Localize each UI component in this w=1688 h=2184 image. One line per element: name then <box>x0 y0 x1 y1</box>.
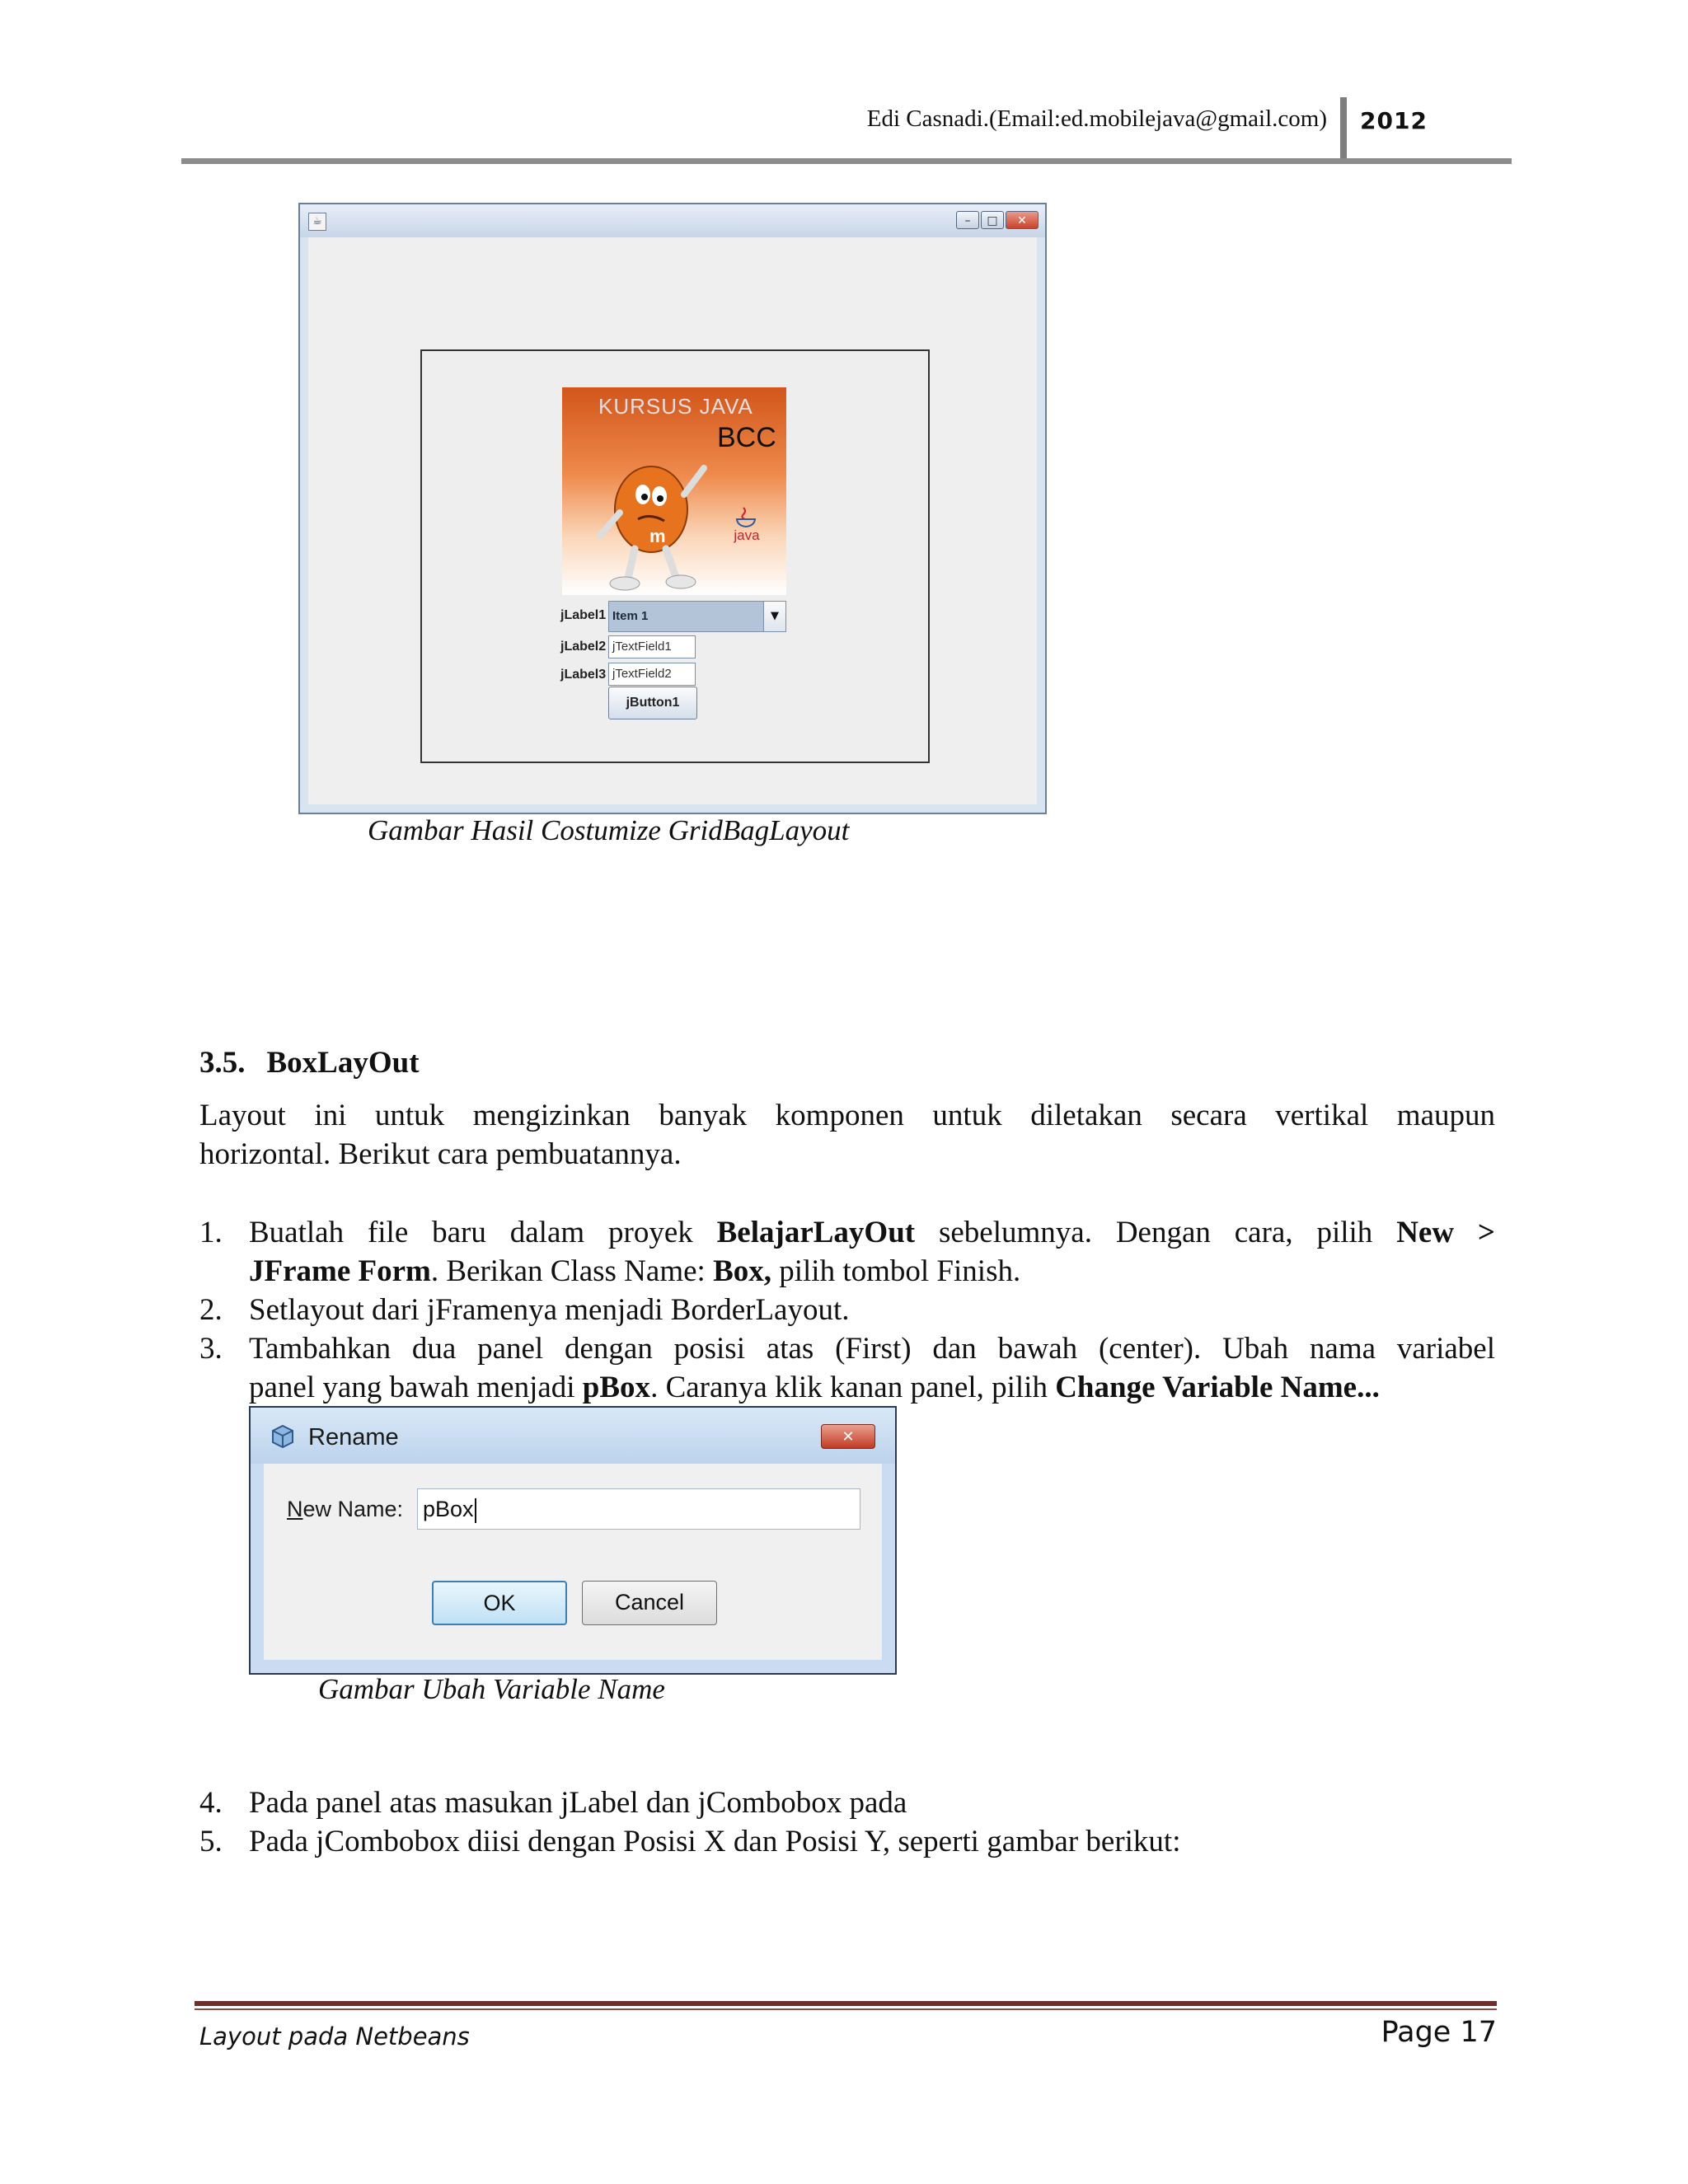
dialog-titlebar <box>251 1408 895 1464</box>
close-icon[interactable]: ✕ <box>1006 211 1039 229</box>
java-window-content <box>308 237 1037 804</box>
intro-line-1: Layout ini untuk mengizinkan banyak komponen untuk diletakan secara vertikal maupun <box>199 1099 1495 1132</box>
footer-rule <box>195 2001 1497 2006</box>
java-cup-icon: ☕ <box>308 213 326 231</box>
list-item <box>199 1213 1495 1291</box>
step1-line2 <box>249 1252 1495 1291</box>
dialog-title: Rename <box>308 1424 399 1451</box>
svg-text:m: m <box>649 526 666 546</box>
text-run: Buatlah file baru dalam proyek <box>249 1216 717 1249</box>
step5-text: Pada jCombobox diisi dengan Posisi X dan Posisi Y, seperti gambar berikut: <box>249 1825 1181 1858</box>
variable-name: pBox <box>582 1371 651 1404</box>
java-window-titlebar <box>300 204 1045 237</box>
chevron-down-icon[interactable]: ▼ <box>763 602 785 631</box>
text-run: . Berikan Class Name: <box>430 1254 714 1288</box>
project-name: BelajarLayOut <box>716 1216 916 1249</box>
footer-title: Layout pada Netbeans <box>199 2022 470 2050</box>
new-name-label <box>287 1497 403 1522</box>
jtextfield2[interactable]: jTextField2 <box>608 663 696 686</box>
list-number: 3. <box>199 1332 223 1366</box>
logo-title: KURSUS JAVA <box>598 394 753 419</box>
jlabel2: jLabel2 <box>560 640 607 654</box>
steps-list-continued <box>199 1783 1495 1861</box>
maximize-icon[interactable]: □ <box>981 211 1004 229</box>
class-name: Box, <box>713 1254 771 1288</box>
figure1-caption: Gambar Hasil Costumize GridBagLayout <box>368 814 850 846</box>
footer-rule-thin <box>195 2008 1497 2010</box>
section-heading <box>199 1045 420 1080</box>
text-run: panel yang bawah menjadi <box>249 1371 583 1404</box>
header-year: 2012 <box>1360 107 1428 134</box>
step1-line1 <box>249 1213 1495 1252</box>
window-controls <box>956 211 1039 229</box>
label-mnemonic: N <box>287 1497 303 1521</box>
close-icon[interactable]: ✕ <box>821 1424 875 1449</box>
text-run: sebelumnya. Dengan cara, pilih <box>915 1216 1397 1249</box>
section-intro <box>199 1096 1495 1174</box>
step2-text: Setlayout dari jFramenya menjadi BorderLayout. <box>249 1293 850 1327</box>
section-title: BoxLayOut <box>266 1046 420 1080</box>
figure2-caption: Gambar Ubah Variable Name <box>318 1673 665 1705</box>
header-rule <box>181 158 1512 164</box>
list-item <box>199 1822 1495 1861</box>
text-caret <box>475 1498 476 1523</box>
logo-brand: BCC <box>717 422 776 453</box>
list-item <box>199 1783 1495 1822</box>
label-text: ew Name: <box>302 1497 404 1521</box>
new-name-input[interactable] <box>417 1488 860 1530</box>
menu-path-new: New > <box>1396 1216 1496 1249</box>
list-item <box>199 1291 1495 1329</box>
jbutton1[interactable]: jButton1 <box>608 687 697 719</box>
minimize-icon[interactable]: – <box>956 211 979 229</box>
input-value: pBox <box>423 1497 474 1521</box>
text-run: . Caranya klik kanan panel, pilih <box>650 1371 1056 1404</box>
cancel-button[interactable]: Cancel <box>582 1581 717 1625</box>
logo-java-text: java <box>734 527 760 543</box>
steps-list <box>199 1213 1495 1407</box>
jcombobox[interactable] <box>608 601 786 632</box>
step4-text: Pada panel atas masukan jLabel dan jCombobox pada <box>249 1786 907 1820</box>
netbeans-cube-icon <box>270 1424 295 1449</box>
dialog-body <box>264 1464 882 1660</box>
section-number: 3.5. <box>199 1046 246 1080</box>
intro-line-2: horizontal. Berikut cara pembuatannya. <box>199 1137 682 1171</box>
gridbag-panel <box>420 349 930 763</box>
rename-dialog <box>249 1406 897 1675</box>
ok-button[interactable]: OK <box>432 1581 567 1625</box>
menu-change-variable-name: Change Variable Name... <box>1055 1371 1380 1404</box>
text-run: pilih tombol Finish. <box>771 1254 1021 1288</box>
menu-path-jframe-form: JFrame Form <box>249 1254 431 1288</box>
list-number: 4. <box>199 1786 223 1820</box>
page-number: Page 17 <box>1381 2016 1497 2049</box>
header-author: Edi Casnadi.(Email:ed.mobilejava@gmail.com) <box>866 105 1327 132</box>
step3-line1: Tambahkan dua panel dengan posisi atas (First) dan bawah (center). Ubah nama variabel <box>249 1332 1495 1366</box>
list-number: 1. <box>199 1216 223 1249</box>
java-window-screenshot <box>298 203 1047 814</box>
jlabel3: jLabel3 <box>560 668 607 682</box>
jtextfield1[interactable]: jTextField1 <box>608 635 696 658</box>
mascot-illustration <box>595 437 719 593</box>
jlabel1: jLabel1 <box>560 608 607 622</box>
step3-line2 <box>249 1368 1495 1407</box>
list-number: 5. <box>199 1825 223 1858</box>
list-number: 2. <box>199 1293 223 1327</box>
list-item <box>199 1329 1495 1407</box>
java-cup-logo-icon <box>732 506 760 527</box>
header-divider <box>1340 97 1347 163</box>
combo-value: Item 1 <box>612 609 649 623</box>
kursus-java-logo <box>562 387 786 595</box>
